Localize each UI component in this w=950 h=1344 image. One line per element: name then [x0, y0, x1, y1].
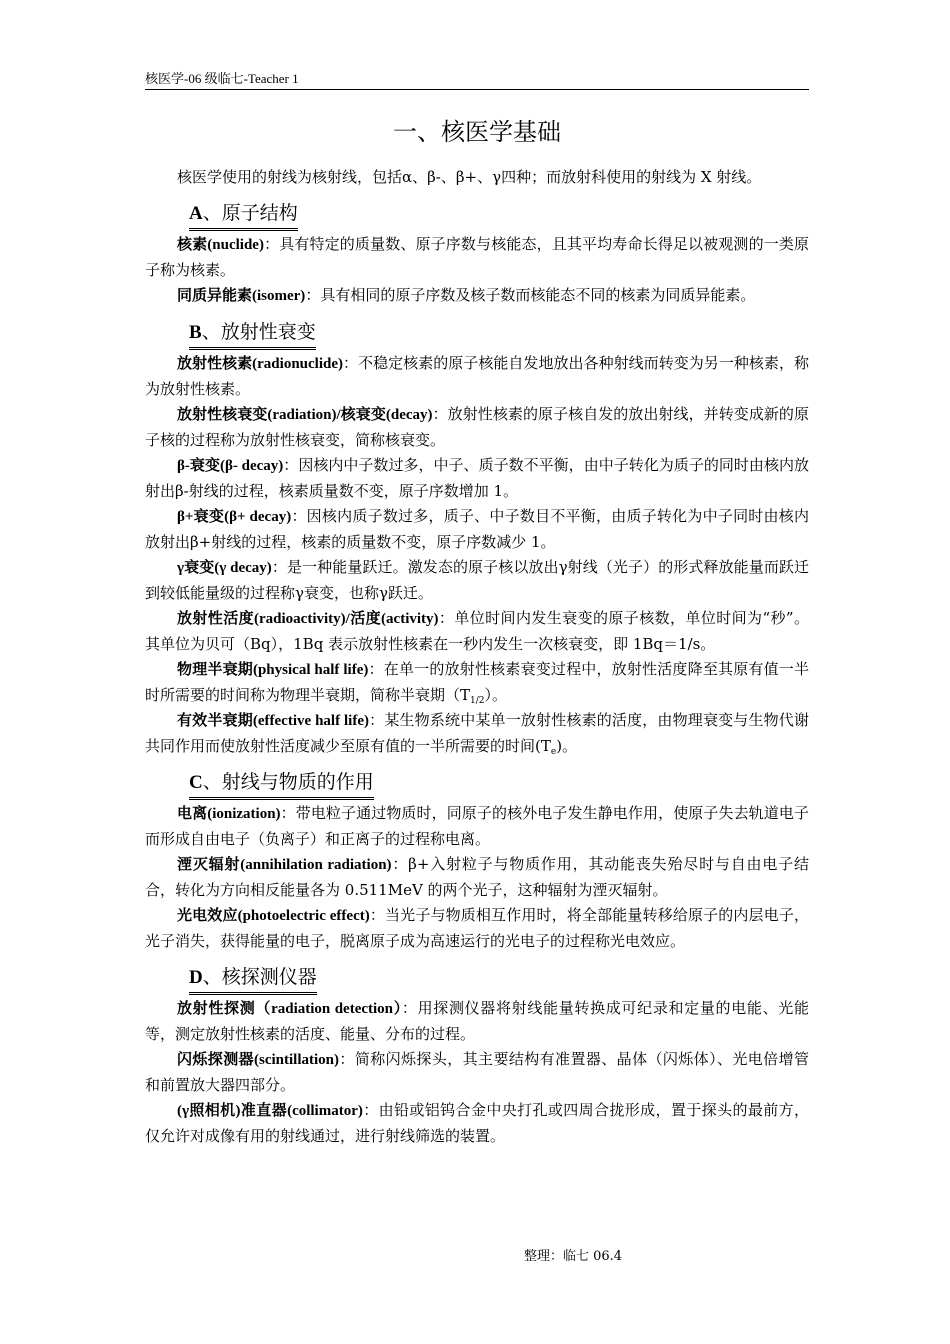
document-body [145, 165, 809, 1149]
paragraph-scintillation: 闪烁探测器(scintillation)：简称闪烁探头，其主要结构有准置器、晶体（闪烁体）、光电倍增管和前置放大器四部分。 [145, 1050, 809, 1094]
paragraph-isomer: 同质异能素(isomer)：具有相同的原子序数及核子数而核能态不同的核素为同质异能素。 [177, 286, 756, 304]
paragraph-beta-minus: β-衰变(β- decay)：因核内中子数过多，中子、质子数不平衡，由中子转化为质子的同时由核内放射出β-射线的过程，核素质量数不变，原子序数增加 1。 [145, 456, 809, 500]
paragraph-physical-half-life: 物理半衰期(physical half life)：在单一的放射性核素衰变过程中，放射性活度降至其原有值一半时所需要的时间称为物理半衰期，简称半衰期$(T_{1/2})$。 [145, 660, 809, 706]
section-a-heading: A、原子结构 [189, 200, 298, 231]
section-b-heading: B、放射性衰变 [189, 319, 316, 350]
paragraph-detection: 放射性探测（radiation detection）：用探测仪器将射线能量转换成可纪录和定量的电能、光能等，测定放射性核素的活度、能量、分布的过程。 [145, 999, 809, 1043]
page-footer: 整理：临七 06.4 [524, 1249, 623, 1264]
section-d-heading: D、核探测仪器 [189, 964, 317, 995]
intro-paragraph: 核医学使用的射线为核射线，包括α、β-、β+、γ四种；而放射科使用的射线为 X 射线。 [177, 168, 762, 186]
paragraph-radionuclide: 放射性核素(radionuclide)：不稳定核素的原子核能自发地放出各种射线而转变为另一种核素，称为放射性核素。 [145, 354, 809, 398]
paragraph-activity: 放射性活度(radioactivity)/活度(activity)：单位时间内发生衰变的原子核数，单位时间为“秒”。其单位为贝可（Bq），1Bq 表示放射性核素在一秒内发生一次核衰变，即 1Bq＝1/s。 [145, 609, 809, 653]
paragraph-decay: 放射性核衰变(radiation)/核衰变(decay)：放射性核素的原子核自发的放出射线，并转变成新的原子核的过程称为放射性核衰变，简称核衰变。 [145, 405, 809, 449]
paragraph-annihilation: 湮灭辐射(annihilation radiation)：β+入射粒子与物质作用，其动能丧失殆尽时与自由电子结合，转化为方向相反能量各为 0.511MeV 的两个光子，这种辐射为湮灭辐射。 [145, 855, 809, 899]
paragraph-nuclide: 核素(nuclide)：具有特定的质量数、原子序数与核能态，且其平均寿命长得足以被观测的一类原子称为核素。 [145, 235, 809, 279]
page-title: 一、核医学基础 [393, 118, 561, 146]
paragraph-gamma: γ衰变(γ decay)：是一种能量跃迁。激发态的原子核以放出γ射线（光子）的形式释放能量而跃迁到较低能量级的过程称γ衰变，也称γ跃迁。 [145, 558, 809, 602]
section-c-heading: C、射线与物质的作用 [189, 769, 374, 800]
paragraph-ionization: 电离(ionization)：带电粒子通过物质时，同原子的核外电子发生静电作用，使原子失去轨道电子而形成自由电子（负离子）和正离子的过程称电离。 [145, 804, 809, 848]
page-header: 核医学-06 级临七-Teacher 1 [145, 70, 809, 90]
paragraph-photoelectric: 光电效应(photoelectric effect)：当光子与物质相互作用时，将全部能量转移给原子的内层电子，光子消失，获得能量的电子，脱离原子成为高速运行的光电子的过程称光电效应。 [145, 906, 809, 950]
paragraph-beta-plus: β+衰变(β+ decay)：因核内质子数过多，质子、中子数目不平衡，由质子转化为中子同时由核内放射出β+射线的过程，核素的质量数不变，原子序数减少 1。 [145, 507, 809, 551]
paragraph-collimator: (γ照相机)准直器(collimator)：由铅或铝钨合金中央打孔或四周合拢形成，置于探头的最前方，仅允许对成像有用的射线通过，进行射线筛选的装置。 [145, 1101, 809, 1145]
paragraph-effective-half-life: 有效半衰期(effective half life)：某生物系统中某单一放射性核素的活度，由物理衰变与生物代谢共同作用而使放射性活度减少至原有值的一半所需要的时间$(T_e)$。 [145, 711, 809, 757]
